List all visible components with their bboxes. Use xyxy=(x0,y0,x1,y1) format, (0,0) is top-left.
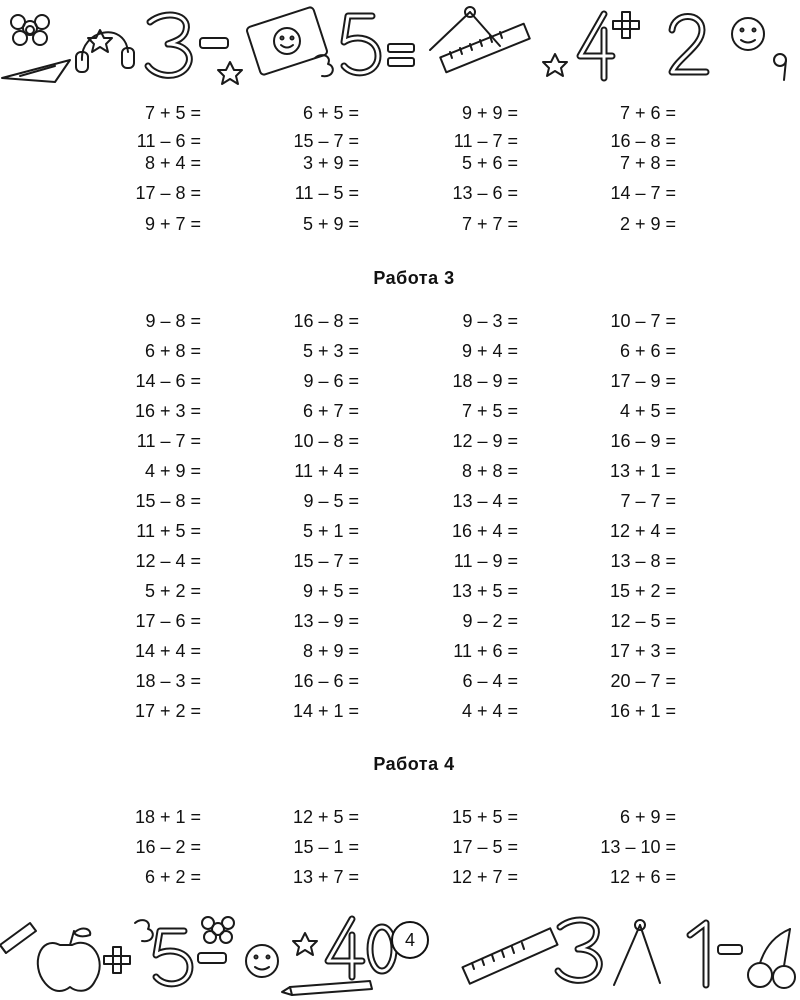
exercise: 16 – 8 = xyxy=(610,131,676,151)
exercise: 11 – 6 = xyxy=(136,131,201,151)
plus-sign-icon xyxy=(613,12,639,38)
star-icon xyxy=(293,933,317,955)
exercise: 14 + 1 = xyxy=(292,701,359,721)
apple-icon xyxy=(38,929,100,991)
exercise: 9 – 3 = xyxy=(462,311,518,331)
exercise: 15 – 1 = xyxy=(293,837,359,857)
exercise: 13 – 9 = xyxy=(293,611,359,631)
exercise: 16 + 1 = xyxy=(609,701,676,721)
exercise: 11 + 6 = xyxy=(453,641,518,661)
exercise: 12 + 7 = xyxy=(451,867,518,887)
compass-icon xyxy=(430,7,500,50)
exercise: 15 – 8 = xyxy=(135,491,201,511)
exercise: 13 – 10 = xyxy=(600,837,676,857)
exercise: 6 + 5 = xyxy=(302,103,359,123)
exercise: 8 + 9 = xyxy=(302,641,359,661)
exercise: 4 + 5 = xyxy=(619,401,676,421)
exercise: 9 + 7 = xyxy=(144,214,201,234)
exercise: 6 + 9 = xyxy=(619,807,676,827)
exercise: 16 – 6 = xyxy=(293,671,359,691)
exercise: 13 – 8 = xyxy=(610,551,676,571)
exercise: 16 + 3 = xyxy=(134,401,201,421)
exercise: 6 + 2 = xyxy=(144,867,201,887)
exercise: 10 – 7 = xyxy=(610,311,676,331)
banknote-smiley-icon xyxy=(246,6,328,75)
plus-sign-icon xyxy=(104,947,130,973)
digit-five-icon xyxy=(344,16,378,73)
exercise: 5 + 9 = xyxy=(302,214,359,234)
exercise: 7 + 8 = xyxy=(619,153,676,173)
exercise: 4 + 4 = xyxy=(461,701,518,721)
exercise: 14 – 6 = xyxy=(135,371,201,391)
exercise: 18 – 9 = xyxy=(452,371,518,391)
exercise: 15 – 7 = xyxy=(293,551,359,571)
ruler-icon xyxy=(462,928,557,983)
exercise: 18 – 3 = xyxy=(135,671,201,691)
exercise: 13 + 7 = xyxy=(292,867,359,887)
page-number: 4 xyxy=(391,921,429,959)
exercise: 16 – 2 = xyxy=(135,837,201,857)
exercise: 17 – 8 = xyxy=(135,183,201,203)
exercise: 6 + 6 = xyxy=(619,341,676,361)
exercise: 9 + 9 = xyxy=(461,103,518,123)
exercise: 8 + 4 = xyxy=(144,153,201,173)
digit-four-icon xyxy=(328,919,362,977)
exercise: 7 + 5 = xyxy=(144,103,201,123)
star-icon xyxy=(218,62,242,84)
top-decor-band xyxy=(0,0,800,90)
exercise: 11 – 7 = xyxy=(453,131,518,151)
exercise: 11 – 9 = xyxy=(453,551,518,571)
pencil-icon xyxy=(0,923,36,953)
exercise: 8 + 8 = xyxy=(461,461,518,481)
exercise: 18 + 1 = xyxy=(134,807,201,827)
ruler-icon xyxy=(440,24,529,73)
exercise: 5 + 6 = xyxy=(461,153,518,173)
work-title: Работа 3 xyxy=(373,268,455,288)
smiley-face-icon xyxy=(732,18,764,50)
exercise: 15 – 7 = xyxy=(293,131,359,151)
exercise: 16 – 9 = xyxy=(610,431,676,451)
exercise: 14 – 7 = xyxy=(610,183,676,203)
exercise: 4 + 9 = xyxy=(144,461,201,481)
exercise: 11 – 5 = xyxy=(294,183,359,203)
exercise: 6 – 4 = xyxy=(462,671,518,691)
exercise: 3 + 9 = xyxy=(302,153,359,173)
exercise: 12 – 5 = xyxy=(610,611,676,631)
minus-sign-icon xyxy=(200,38,228,48)
cherry-icon xyxy=(748,929,795,988)
exercise: 12 + 4 = xyxy=(609,521,676,541)
digit-five-icon xyxy=(156,931,190,984)
exercise: 20 – 7 = xyxy=(610,671,676,691)
digit-four-icon xyxy=(580,14,612,78)
exercise: 13 – 4 = xyxy=(452,491,518,511)
exercise: 9 + 5 = xyxy=(302,581,359,601)
minus-sign-icon xyxy=(718,945,742,954)
exercise: 5 + 3 = xyxy=(302,341,359,361)
exercise: 6 + 8 = xyxy=(144,341,201,361)
exercise: 17 + 2 = xyxy=(134,701,201,721)
exercise: 9 – 6 = xyxy=(303,371,359,391)
flower-icon xyxy=(11,15,49,45)
exercise: 9 – 8 = xyxy=(145,311,201,331)
exercise: 10 – 8 = xyxy=(293,431,359,451)
triangle-ruler-icon xyxy=(2,60,70,82)
digit-three-icon xyxy=(558,920,599,980)
exercise: 16 – 8 = xyxy=(293,311,359,331)
exercise: 17 – 9 = xyxy=(610,371,676,391)
exercise: 12 – 4 = xyxy=(135,551,201,571)
exercise: 15 + 5 = xyxy=(451,807,518,827)
exercise: 14 + 4 = xyxy=(134,641,201,661)
exercise: 7 + 5 = xyxy=(461,401,518,421)
exercise: 9 – 2 = xyxy=(462,611,518,631)
exercise: 6 + 7 = xyxy=(302,401,359,421)
exercise: 12 + 6 = xyxy=(609,867,676,887)
exercise: 5 + 2 = xyxy=(144,581,201,601)
equals-sign-icon xyxy=(388,44,414,66)
exercise: 15 + 2 = xyxy=(609,581,676,601)
work-title: Работа 4 xyxy=(373,754,455,774)
exercise: 17 – 5 = xyxy=(452,837,518,857)
exercise: 12 – 9 = xyxy=(452,431,518,451)
flower-icon xyxy=(202,917,234,943)
exercise: 13 – 6 = xyxy=(452,183,518,203)
digit-zero-icon xyxy=(370,927,394,971)
exercise: 13 + 5 = xyxy=(451,581,518,601)
exercise: 2 + 9 = xyxy=(619,214,676,234)
digit-three-icon xyxy=(135,920,153,941)
minus-sign-icon xyxy=(198,953,226,963)
smiley-face-icon xyxy=(246,945,278,977)
exercise: 17 + 3 = xyxy=(609,641,676,661)
exercise: 17 – 6 = xyxy=(135,611,201,631)
exercise: 9 – 5 = xyxy=(303,491,359,511)
exercise: 11 + 4 = xyxy=(294,461,359,481)
exercise: 16 + 4 = xyxy=(451,521,518,541)
pencil-icon xyxy=(282,981,372,995)
exercise: 11 – 7 = xyxy=(136,431,201,451)
exercise: 12 + 5 = xyxy=(292,807,359,827)
digit-one-icon xyxy=(690,923,706,985)
exercise: 9 + 4 = xyxy=(461,341,518,361)
exercise: 7 + 7 = xyxy=(461,214,518,234)
exercise: 7 – 7 = xyxy=(620,491,676,511)
compass-icon xyxy=(614,920,660,985)
exercise: 13 + 1 = xyxy=(609,461,676,481)
digit-two-icon xyxy=(672,17,706,73)
exercise: 7 + 6 = xyxy=(619,103,676,123)
star-icon xyxy=(543,54,567,76)
exercise: 5 + 1 = xyxy=(302,521,359,541)
exercise: 11 + 5 = xyxy=(136,521,201,541)
digit-three-icon xyxy=(148,15,189,75)
digit-nine-icon xyxy=(774,54,786,80)
